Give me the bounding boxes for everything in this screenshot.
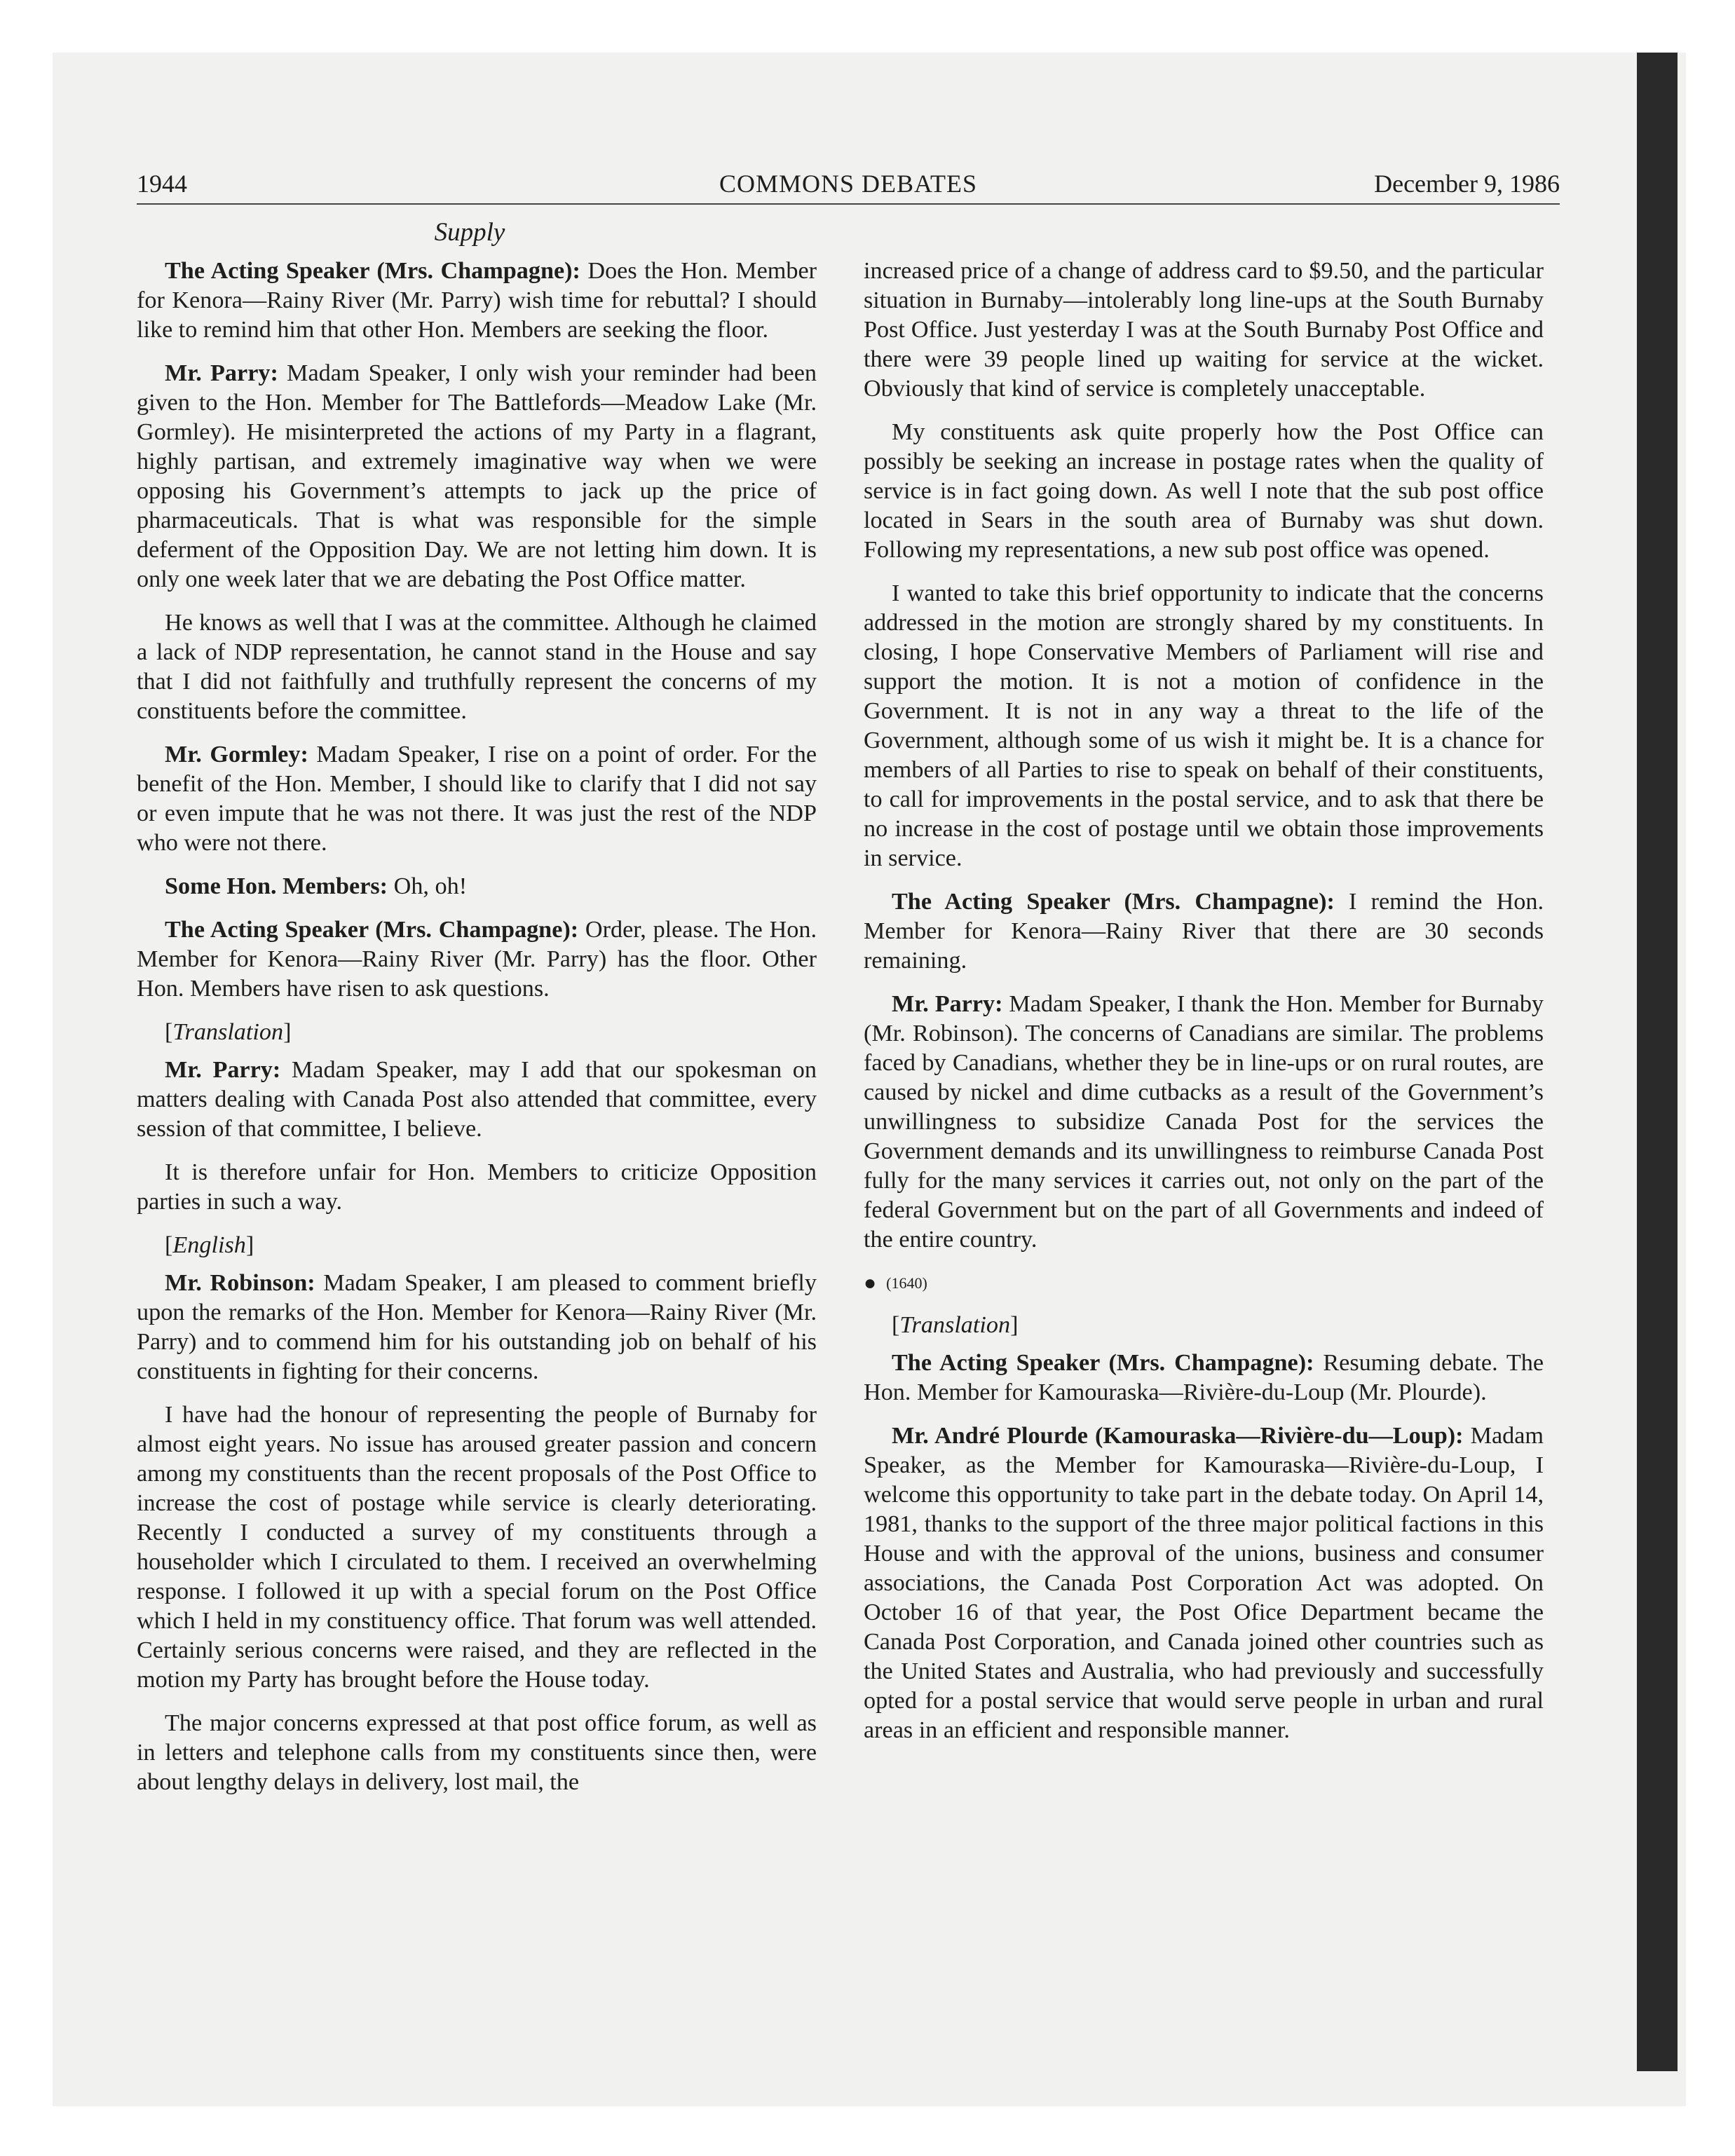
paragraph-text: Madam Speaker, may I add that our spokesman on matters dealing with Canada Post also attended that committee, every session of that committee, I believe.: [137, 1057, 817, 1142]
paragraph-text: Resuming debate. The Hon. Member for Kamouraska—Rivière-du-Loup (Mr. Plourde).: [864, 1350, 1544, 1405]
left-column: [137, 257, 817, 1811]
speaker-name: Mr. André Plourde (Kamouraska—Rivière-du—Loup):: [892, 1423, 1464, 1449]
header-rule: [137, 203, 1560, 205]
paragraph-text: Madam Speaker, I rise on a point of order. For the benefit of the Hon. Member, I should like to clarify that I did not say or even impute that he was not there. It was just the rest of the NDP who were not there.: [137, 742, 817, 856]
paragraph-text: Oh, oh!: [393, 873, 468, 899]
paragraph-text: Madam Speaker, I am pleased to comment briefly upon the remarks of the Hon. Member for Kenora—Rainy River (Mr. Parry) and to commend him for his outstanding job on behalf of his constituents in fighting for their concerns.: [137, 1270, 817, 1384]
language-note-text: Translation: [899, 1312, 1011, 1338]
publication-title: COMMONS DEBATES: [719, 170, 978, 198]
paragraph-text: Madam Speaker, as the Member for Kamouraska—Rivière-du-Loup, I welcome this opportunity to take part in the debate today. On April 14, 1981, thanks to the support of the three major political factions in this House and with the approval of the unions, business and consumer associations, the Canada Post Corporation Act was adopted. On October 16 of that year, the Post Ofice Department became the Canada Post Corporation, and Canada joined other countries such as the United States and Australia, who had previously and successfully opted for a postal service that would serve people in urban and rural areas in an efficient and responsible manner.: [864, 1423, 1544, 1743]
speaker-name: The Acting Speaker (Mrs. Champagne):: [892, 1350, 1314, 1376]
page-number: 1944: [137, 170, 187, 198]
scan-edge-shadow: [1637, 53, 1678, 2071]
paragraph: [137, 359, 817, 594]
language-note: [English]: [165, 1232, 254, 1258]
paragraph: [864, 1421, 1544, 1745]
paragraph: [137, 1056, 817, 1144]
paragraph-text: It is therefore unfair for Hon. Members to criticize Opposition parties in such a way.: [137, 1159, 817, 1215]
paragraph: [864, 887, 1544, 976]
paragraph-text: I wanted to take this brief opportunity to indicate that the concerns addressed in the motion are strongly shared by my constituents. In closing, I hope Conservative Members of Parliament will rise and support the motion. It is not a motion of confidence in the Government. It is not in any way a threat to the life of the Government, although some of us wish it might be. It is a chance for members of all Parties to rise to speak on behalf of their constituents, to call for improvements in the postal service, and to ask that there be no increase in the cost of postage until we obtain those improvements in service.: [864, 580, 1544, 871]
paragraph: [137, 1709, 817, 1797]
paragraph-text: Does the Hon. Member for Kenora—Rainy River (Mr. Parry) wish time for rebuttal? I should like to remind him that other Hon. Members are seeking the floor.: [137, 258, 817, 343]
speaker-name: The Acting Speaker (Mrs. Champagne):: [165, 917, 579, 943]
paragraph: [137, 608, 817, 726]
language-note-text: Translation: [172, 1019, 284, 1045]
time-marker: [864, 1269, 1544, 1298]
speaker-name: The Acting Speaker (Mrs. Champagne):: [892, 889, 1335, 915]
speaker-name: The Acting Speaker (Mrs. Champagne):: [165, 258, 580, 284]
paragraph: [137, 915, 817, 1004]
paragraph-text: I have had the honour of representing the people of Burnaby for almost eight years. No issue has aroused greater passion and concern among my constituents than the recent proposals of the Post Office to increase the cost of postage while service is clearly deteriorating. Recently I conducted a survey of my constituents through a householder which I circulated to them. I received an overwhelming response. I followed it up with a special forum on the Post Office which I held in my constituency office. That forum was well attended. Certainly serious concerns were raised, and they are reflected in the motion my Party has brought before the House today.: [137, 1402, 817, 1693]
language-note: [Translation]: [892, 1312, 1019, 1338]
paragraph-text: Madam Speaker, I thank the Hon. Member for Burnaby (Mr. Robinson). The concerns of Canadians are similar. The problems faced by Canadians, whether they be in line-ups or on rural routes, are caused by nickel and dime cutbacks as a result of the Government’s unwillingness to subsidize Canada Post for the services the Government demands and its unwillingness to reimburse Canada Post fully for the many services it carries out, not only on the part of the federal Government but on the part of all Governments and indeed of the entire country.: [864, 991, 1544, 1253]
bullet-icon: ●: [864, 1271, 877, 1295]
paragraph-text: Order, please. The Hon. Member for Kenora—Rainy River (Mr. Parry) has the floor. Other Hon. Members have risen to ask questions.: [137, 917, 817, 1002]
speaker-name: Mr. Gormley:: [165, 742, 308, 767]
paragraph: [137, 740, 817, 858]
paragraph: [864, 418, 1544, 565]
time-marker-text: (1640): [886, 1274, 927, 1292]
paragraph: [864, 579, 1544, 873]
paragraph-text: I remind the Hon. Member for Kenora—Rainy River that there are 30 seconds remaining.: [864, 889, 1544, 974]
paragraph-text: My constituents ask quite properly how the Post Office can possibly be seeking an increase in postage rates when the quality of service is in fact going down. As well I note that the sub post office located in Sears in the south area of Burnaby was shut down. Following my representations, a new sub post office was opened.: [864, 419, 1544, 563]
paragraph: [137, 257, 817, 345]
paragraph: [137, 1400, 817, 1695]
section-title: Supply: [434, 218, 505, 247]
paragraph: [137, 1158, 817, 1217]
speaker-name: Some Hon. Members:: [165, 873, 388, 899]
sitting-date: December 9, 1986: [1374, 170, 1560, 198]
paragraph-text: increased price of a change of address card to $9.50, and the particular situation in Burnaby—intolerably long line-ups at the South Burnaby Post Office. Just yesterday I was at the South Burnaby Post Office and there were 39 people lined up waiting for service at the wicket. Obviously that kind of service is completely unacceptable.: [864, 258, 1544, 402]
speaker-name: Mr. Parry:: [165, 1057, 281, 1083]
paragraph: [137, 1269, 817, 1386]
paragraph: [864, 257, 1544, 404]
running-head: [137, 163, 1560, 205]
speaker-name: Mr. Robinson:: [165, 1270, 315, 1296]
paragraph-text: Madam Speaker, I only wish your reminder had been given to the Hon. Member for The Battlefords—Meadow Lake (Mr. Gormley). He misinterpreted the actions of my Party in a flagrant, highly partisan, and extremely imaginative way when we were opposing his Government’s attempts to jack up the price of pharmaceuticals. That is what was responsible for the simple deferment of the Opposition Day. We are not letting him down. It is only one week later that we are debating the Post Office matter.: [137, 360, 817, 592]
paragraph-text: The major concerns expressed at that post office forum, as well as in letters and telephone calls from my constituents since then, were about lengthy delays in delivery, lost mail, the: [137, 1710, 817, 1795]
paragraph: [864, 1349, 1544, 1407]
speaker-name: Mr. Parry:: [892, 991, 1003, 1017]
language-note-text: English: [172, 1232, 246, 1258]
language-note: [Translation]: [165, 1019, 292, 1045]
speaker-name: Mr. Parry:: [165, 360, 278, 386]
right-column: [864, 257, 1544, 1759]
paragraph-text: He knows as well that I was at the committee. Although he claimed a lack of NDP representation, he cannot stand in the House and say that I did not faithfully and truthfully represent the concerns of my constituents before the committee.: [137, 610, 817, 724]
paragraph: [137, 872, 817, 901]
paragraph: [864, 990, 1544, 1255]
